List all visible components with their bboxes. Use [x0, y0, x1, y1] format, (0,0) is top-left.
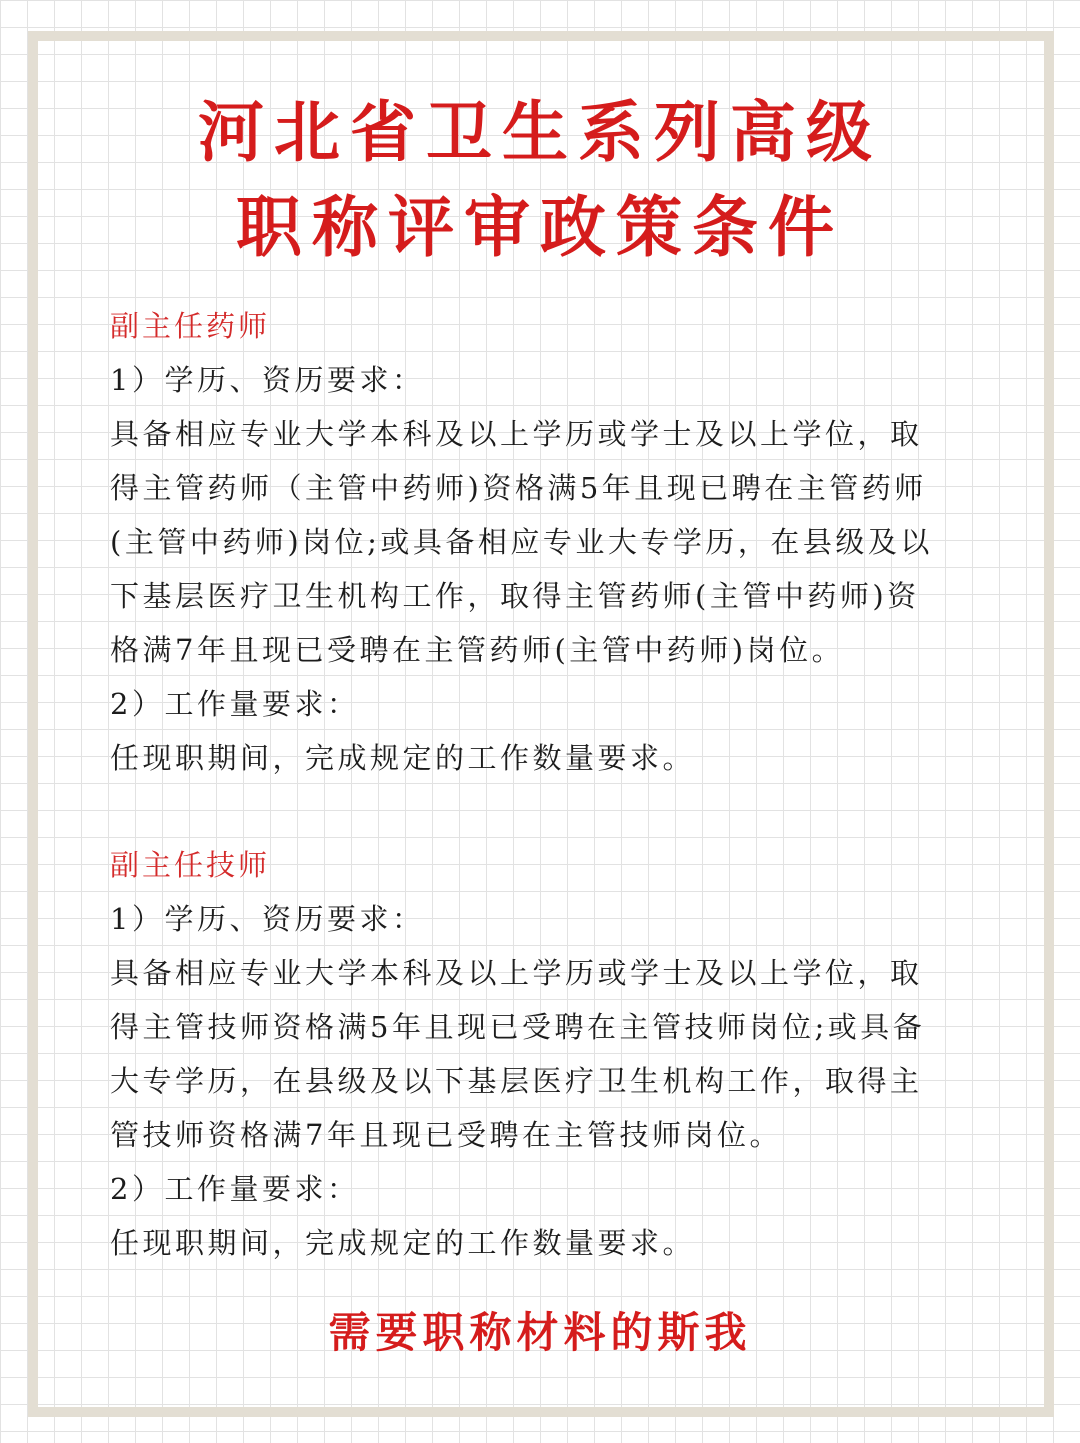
- section-1-line: 下基层医疗卫生机构工作，取得主管药师(主管中药师)资: [110, 579, 920, 613]
- section-1-line: 格满7年且现已受聘在主管药师(主管中药师)岗位。: [110, 633, 845, 667]
- section-2-line: 大专学历，在县级及以下基层医疗卫生机构工作，取得主: [110, 1064, 923, 1098]
- section-1-line: 1）学历、资历要求：: [110, 363, 425, 397]
- section-2-line: 得主管技师资格满5年且现已受聘在主管技师岗位;或具备: [110, 1010, 926, 1044]
- page-title-line-1: 河北省卫生系列高级: [198, 94, 882, 171]
- section-1-line: 2）工作量要求：: [110, 687, 360, 721]
- section-2-line: 2）工作量要求：: [110, 1172, 360, 1206]
- section-2-line: 具备相应专业大学本科及以上学历或学士及以上学位，取: [110, 956, 923, 990]
- section-2-line: 管技师资格满7年且现已受聘在主管技师岗位。: [110, 1118, 782, 1152]
- section-heading-pharmacist: 副主任药师: [110, 309, 271, 343]
- section-1-line: (主管中药师)岗位;或具备相应专业大专学历，在县级及以: [110, 525, 933, 559]
- section-1-line: 具备相应专业大学本科及以上学历或学士及以上学位，取: [110, 417, 923, 451]
- footer-call-to-action: 需要职称材料的斯我: [328, 1308, 752, 1357]
- page-title-line-2: 职称评审政策条件: [236, 189, 844, 266]
- section-2-line: 任现职期间，完成规定的工作数量要求。: [110, 1226, 696, 1260]
- section-2-line: 1）学历、资历要求：: [110, 902, 425, 936]
- section-1-line: 得主管药师（主管中药师)资格满5年且现已聘在主管药师: [110, 471, 927, 505]
- section-1-line: 任现职期间，完成规定的工作数量要求。: [110, 741, 696, 775]
- section-heading-technician: 副主任技师: [110, 848, 271, 882]
